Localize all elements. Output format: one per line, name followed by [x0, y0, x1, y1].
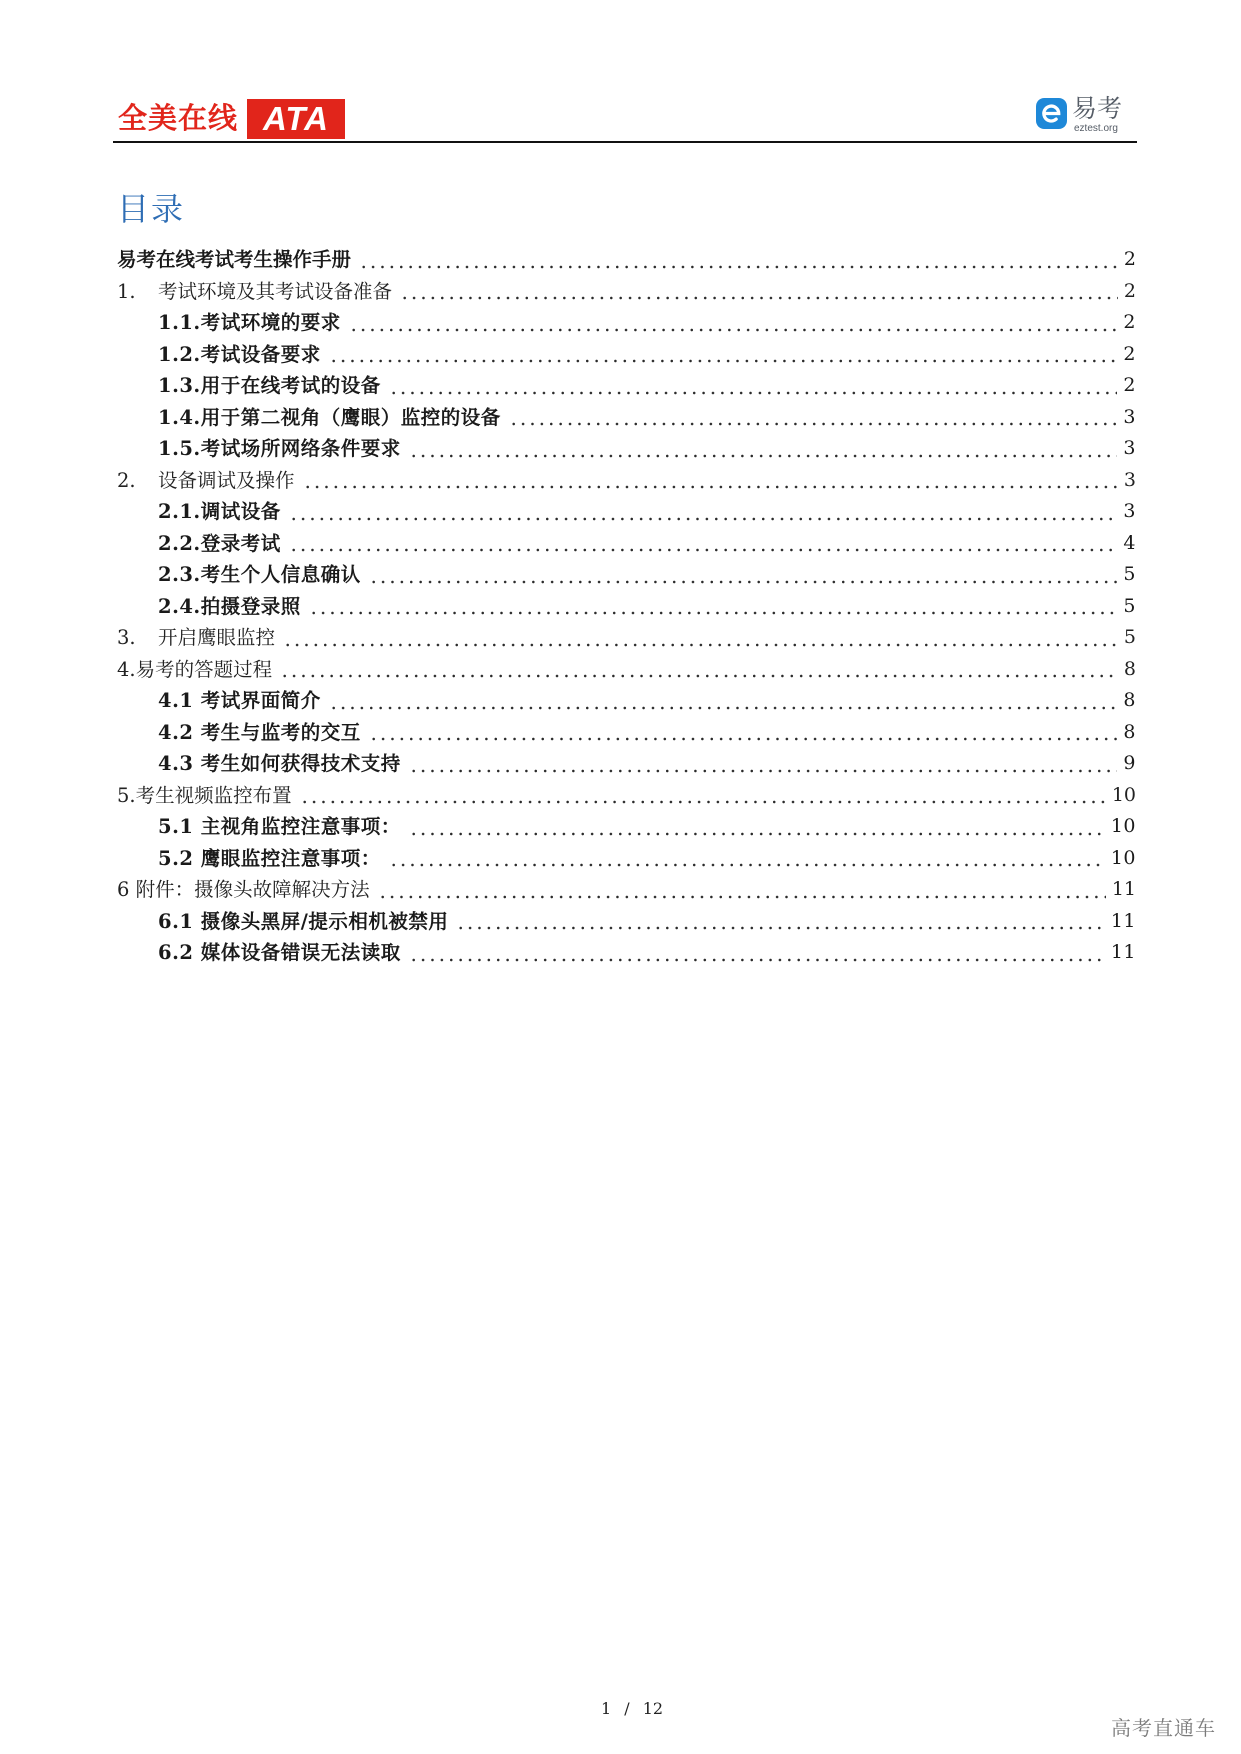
toc-entry-dot-leader — [280, 674, 1118, 678]
toc-entry-page: 2 — [1123, 279, 1136, 302]
toc-entry-page: 2 — [1123, 248, 1136, 270]
toc-title: 目录 — [117, 190, 186, 228]
toc-entry-page: 3 — [1123, 468, 1136, 491]
toc-entry-title: 6.1 摄像头黑屏/提示相机被禁用 — [158, 909, 449, 933]
toc-entry-page: 5 — [1123, 563, 1136, 585]
toc-entry[interactable] — [117, 780, 1136, 812]
toc-entry-dot-leader — [289, 517, 1118, 521]
toc-entry[interactable] — [117, 339, 1136, 371]
toc-entry-title: 1.1.考试环境的要求 — [158, 311, 341, 334]
toc-entry-dot-leader — [303, 485, 1118, 489]
toc-entry-page: 3 — [1123, 437, 1136, 459]
toc-entry-dot-leader — [378, 895, 1106, 899]
brand-mark-ata: ATA — [247, 99, 345, 139]
toc-entry[interactable] — [117, 874, 1136, 906]
toc-entry-dot-leader — [289, 548, 1118, 552]
page-number — [570, 1698, 694, 1720]
toc-entry-dot-leader — [369, 737, 1118, 741]
page-total: 12 — [642, 1699, 664, 1718]
toc-entry-dot-leader — [309, 611, 1118, 615]
toc-entry-title: 4.1 考试界面简介 — [158, 689, 321, 712]
toc-entry-page: 11 — [1110, 941, 1136, 963]
toc-entry-page: 3 — [1123, 500, 1136, 522]
toc-entry-title: 1.2.考试设备要求 — [158, 342, 321, 366]
toc-entry-page: 11 — [1111, 878, 1136, 900]
toc-entry-dot-leader — [369, 580, 1118, 584]
partner-name: 易考 — [1072, 95, 1123, 123]
toc-entry-title: 5.考生视频监控布置 — [117, 783, 292, 807]
toc-entry-title: 6 附件：摄像头故障解决方法 — [117, 878, 370, 901]
toc-entry-dot-leader — [349, 328, 1118, 332]
toc-entry-title: 设备调试及操作 — [158, 468, 295, 492]
header-divider — [113, 141, 1137, 143]
toc-entry-dot-leader — [329, 359, 1118, 363]
toc-entry[interactable] — [117, 685, 1136, 717]
toc-list — [117, 244, 1136, 974]
toc-entry[interactable] — [117, 496, 1136, 528]
ata-brand-logo — [118, 98, 345, 140]
toc-entry-title: 开启鹰眼监控 — [158, 626, 276, 649]
toc-entry-title: 5.1 主视角监控注意事项： — [158, 815, 401, 838]
toc-entry-page: 2 — [1123, 342, 1136, 365]
toc-entry[interactable] — [117, 528, 1136, 560]
page-separator: / — [624, 1699, 630, 1718]
toc-entry[interactable] — [117, 843, 1136, 875]
toc-entry-number: 2. — [117, 468, 136, 492]
toc-entry-page: 5 — [1123, 594, 1136, 617]
toc-entry-title: 2.3.考生个人信息确认 — [158, 563, 361, 586]
toc-entry-title: 1.4.用于第二视角（鹰眼）监控的设备 — [158, 405, 501, 429]
toc-entry[interactable] — [117, 906, 1136, 938]
toc-entry[interactable] — [117, 748, 1136, 780]
toc-entry-title: 考试环境及其考试设备准备 — [158, 279, 393, 303]
toc-entry-page: 9 — [1123, 752, 1136, 774]
toc-entry-dot-leader — [359, 265, 1118, 269]
toc-entry-dot-leader — [409, 832, 1105, 836]
toc-entry[interactable] — [117, 370, 1136, 402]
toc-entry-page: 5 — [1123, 626, 1136, 648]
watermark-text: 高考直通车 — [1111, 1718, 1216, 1740]
toc-entry-page: 8 — [1123, 657, 1136, 680]
toc-entry-dot-leader — [409, 769, 1118, 773]
toc-entry-page: 10 — [1111, 783, 1136, 806]
toc-entry[interactable] — [117, 276, 1136, 308]
toc-entry-dot-leader — [283, 643, 1118, 647]
toc-entry[interactable] — [117, 591, 1136, 623]
eztest-e-icon — [1036, 98, 1067, 129]
toc-entry-title: 2.2.登录考试 — [158, 531, 281, 555]
toc-entry-page: 2 — [1123, 311, 1136, 333]
toc-entry-title: 6.2 媒体设备错误无法读取 — [158, 941, 401, 964]
toc-entry-page: 2 — [1123, 374, 1136, 396]
toc-entry-dot-leader — [389, 391, 1118, 395]
toc-entry[interactable] — [117, 402, 1136, 434]
toc-entry-page: 4 — [1123, 531, 1136, 554]
toc-entry-dot-leader — [509, 422, 1118, 426]
toc-entry[interactable] — [117, 811, 1136, 843]
toc-entry-page: 3 — [1123, 405, 1136, 428]
toc-entry-title: 5.2 鹰眼监控注意事项： — [158, 846, 381, 870]
toc-entry-title: 2.4.拍摄登录照 — [158, 594, 301, 618]
toc-entry-title: 4.2 考生与监考的交互 — [158, 720, 361, 744]
toc-entry[interactable] — [117, 465, 1136, 497]
toc-entry-title: 易考在线考试考生操作手册 — [117, 248, 352, 271]
toc-entry[interactable] — [117, 307, 1136, 339]
toc-entry-dot-leader — [409, 454, 1118, 458]
toc-entry-number: 3. — [117, 626, 136, 649]
toc-entry[interactable] — [117, 622, 1136, 654]
toc-entry-page: 8 — [1123, 689, 1136, 711]
toc-entry-dot-leader — [409, 958, 1105, 962]
toc-entry-page: 10 — [1110, 815, 1136, 837]
toc-entry-dot-leader — [400, 296, 1118, 300]
toc-entry[interactable] — [117, 937, 1136, 969]
toc-entry-title: 2.1.调试设备 — [158, 500, 281, 523]
toc-entry-page: 10 — [1110, 846, 1136, 869]
toc-entry-page: 8 — [1123, 720, 1136, 743]
toc-entry-number: 1. — [117, 279, 136, 303]
toc-entry[interactable] — [117, 654, 1136, 686]
toc-entry[interactable] — [117, 717, 1136, 749]
brand-name: 全美在线 — [118, 103, 239, 135]
toc-entry-title: 1.3.用于在线考试的设备 — [158, 374, 381, 397]
toc-entry-dot-leader — [329, 706, 1118, 710]
toc-entry-dot-leader — [389, 863, 1105, 867]
eztest-logo — [1036, 94, 1136, 136]
toc-entry-dot-leader — [456, 926, 1104, 930]
page-current: 1 — [600, 1699, 612, 1718]
toc-entry-page: 11 — [1110, 909, 1136, 932]
toc-entry[interactable] — [117, 433, 1136, 465]
toc-entry-title: 4.易考的答题过程 — [117, 657, 273, 681]
toc-entry[interactable] — [117, 244, 1136, 276]
toc-entry-dot-leader — [300, 800, 1106, 804]
toc-entry-title: 1.5.考试场所网络条件要求 — [158, 437, 401, 460]
partner-domain: eztest.org — [1074, 123, 1118, 134]
toc-entry[interactable] — [117, 559, 1136, 591]
toc-entry-title: 4.3 考生如何获得技术支持 — [158, 752, 401, 775]
